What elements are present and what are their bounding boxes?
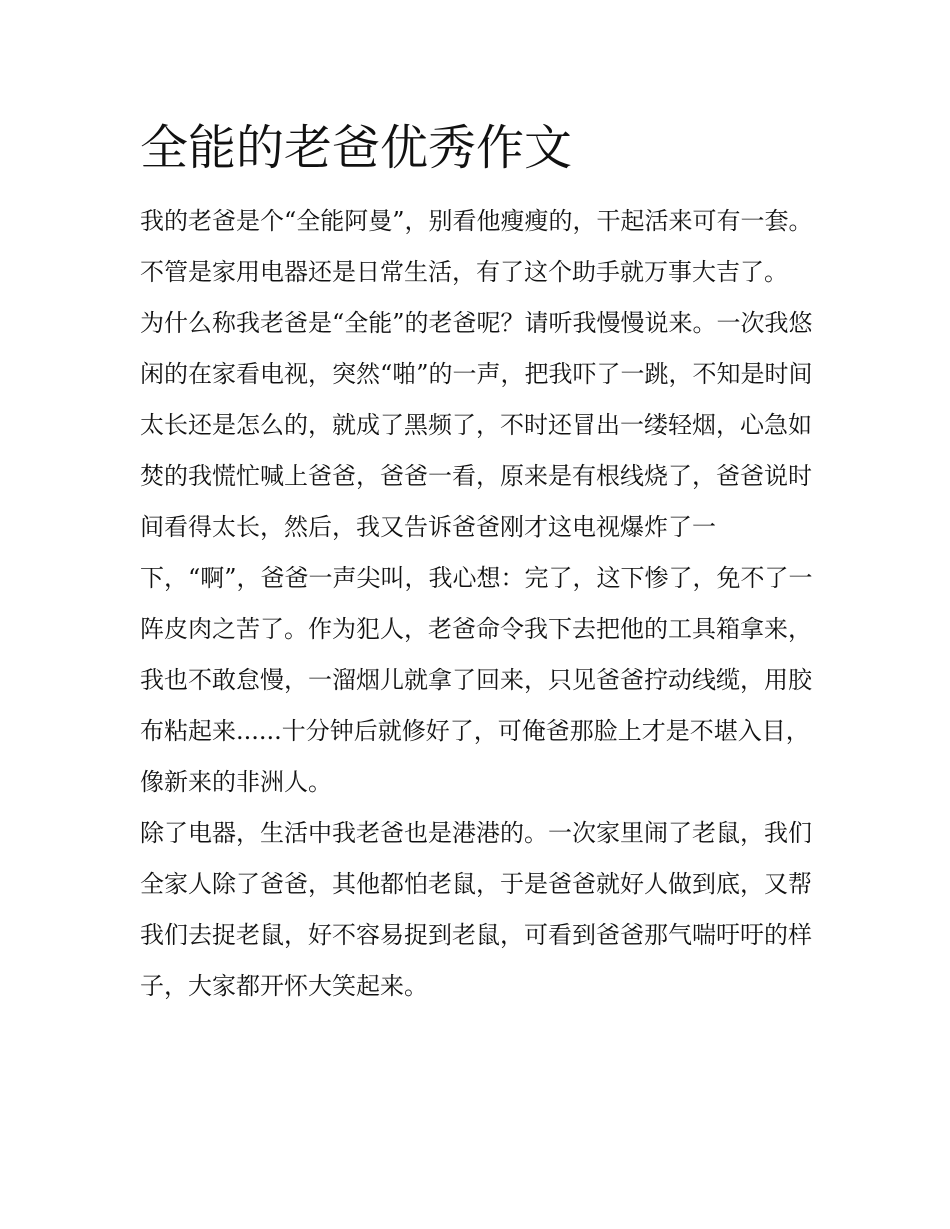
paragraph-3: 除了电器，生活中我老爸也是港港的。一次家里闹了老鼠，我们全家人除了爸爸，其他都怕老鼠，于是爸爸就好人做到底，又帮我们去捉老鼠，好不容易捉到老鼠，可看到爸爸那气喘吁吁的样子，大家都开怀大笑起来。 [140,819,812,1000]
paragraph-1: 我的老爸是个“全能阿曼”，别看他瘦瘦的，干起活来可有一套。不管是家用电器还是日常生活，有了这个助手就万事大吉了。 [140,207,813,286]
document-body [140,196,815,1012]
paragraph-2: 为什么称我老爸是“全能”的老爸呢？请听我慢慢说来。一次我悠闲的在家看电视，突然“啪”的一声，把我吓了一跳，不知是时间太长还是怎么的，就成了黑频了，不时还冒出一缕轻烟，心急如焚的我慌忙喊上爸爸，爸爸一看，原来是有根线烧了，爸爸说时间看得太长，然后，我又告诉爸爸刚才这电视爆炸了一下，“啊”，爸爸一声尖叫，我心想：完了，这下惨了，免不了一阵皮肉之苦了。作为犯人，老爸命令我下去把他的工具箱拿来，我也不敢怠慢，一溜烟儿就拿了回来，只见爸爸拧动线缆，用胶布粘起来......十分钟后就修好了，可俺爸那脸上才是不堪入目，像新来的非洲人。 [140,309,813,796]
document-content [140,112,815,1012]
document-title: 全能的老爸优秀作文 [140,120,573,176]
